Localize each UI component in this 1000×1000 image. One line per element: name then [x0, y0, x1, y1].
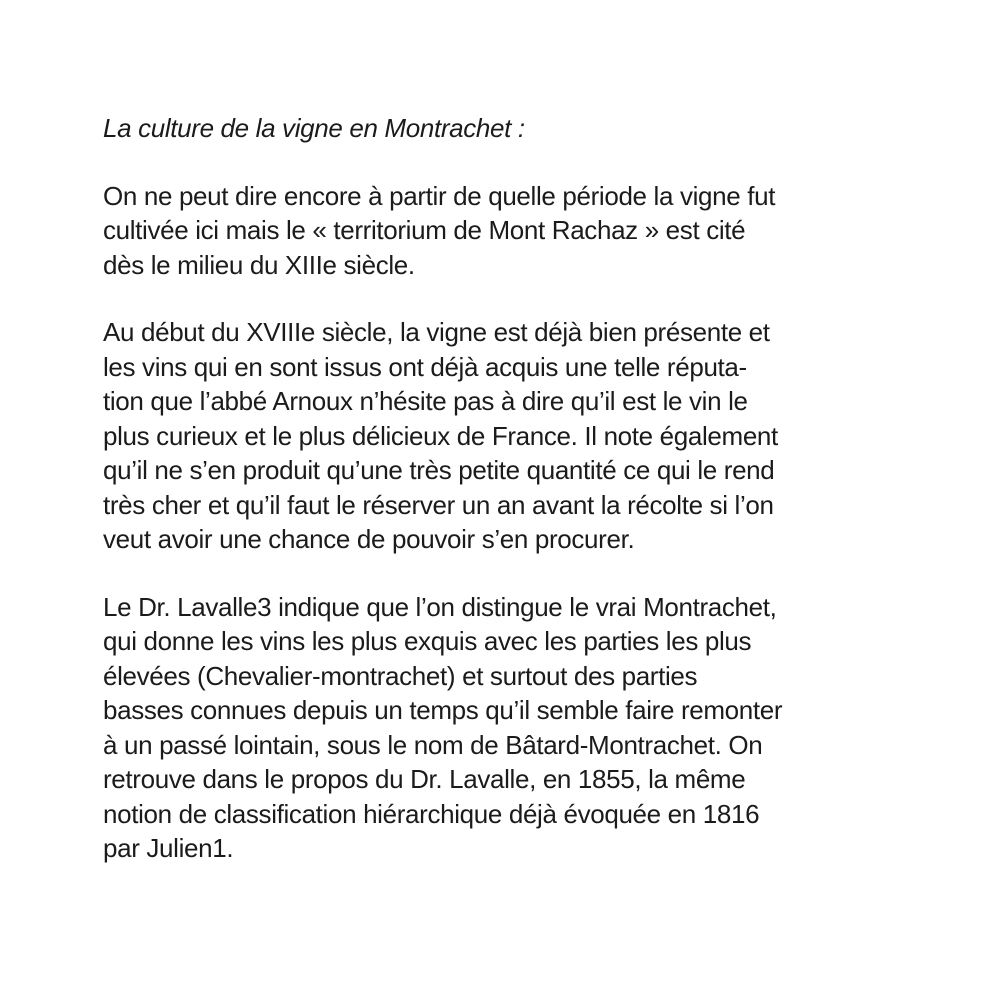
paragraph-line: Au début du XVIIIe siècle, la vigne est déjà bien présente et: [103, 317, 770, 347]
paragraph-line: cultivée ici mais le « territorium de Mont Rachaz » est cité: [103, 215, 746, 245]
paragraph-1: [103, 179, 923, 283]
paragraph-line: qu’il ne s’en produit qu’une très petite quantité ce qui le rend: [103, 455, 775, 485]
paragraph-line: qui donne les vins les plus exquis avec les parties les plus: [103, 626, 752, 656]
paragraph-line: notion de classification hiérarchique déjà évoquée en 1816: [103, 798, 760, 829]
paragraph-line: tion que l’abbé Arnoux n’hésite pas à dire qu’il est le vin le: [103, 386, 748, 416]
paragraph-3: [103, 590, 923, 866]
paragraph-line: retrouve dans le propos du Dr. Lavalle, en 1855, la même: [103, 764, 746, 794]
document-title: La culture de la vigne en Montrachet :: [103, 113, 525, 143]
paragraph-line: à un passé lointain, sous le nom de Bâtard-Montrachet. On: [103, 729, 763, 760]
paragraph-line: dès le milieu du XIIIe siècle.: [103, 249, 415, 280]
paragraph-line: basses connues depuis un temps qu’il semble faire remonter: [103, 695, 783, 725]
paragraph-line: par Julien1.: [103, 833, 234, 863]
document-title-block: [103, 111, 923, 146]
paragraph-line: plus curieux et le plus délicieux de France. Il note également: [103, 420, 778, 451]
paragraph-2: [103, 315, 923, 557]
paragraph-line: On ne peut dire encore à partir de quelle période la vigne fut: [103, 180, 776, 211]
paragraph-line: Le Dr. Lavalle3 indique que l’on distingue le vrai Montrachet,: [103, 591, 777, 622]
paragraph-line: élevées (Chevalier-montrachet) et surtout des parties: [103, 660, 698, 691]
paragraph-line: très cher et qu’il faut le réserver un an avant la récolte si l’on: [103, 489, 774, 520]
paragraph-line: les vins qui en sont issus ont déjà acquis une telle réputa-: [103, 351, 747, 382]
document-body: [103, 111, 923, 866]
paragraph-line: veut avoir une chance de pouvoir s’en procurer.: [103, 524, 635, 554]
